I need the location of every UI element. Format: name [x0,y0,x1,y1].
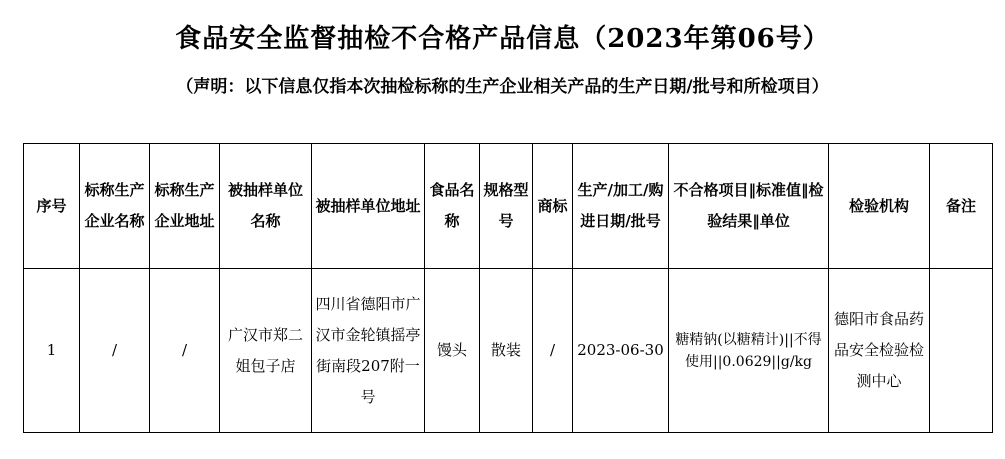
col-header-brand: 商标 [533,144,573,269]
col-header-sampled-unit-address: 被抽样单位地址 [312,144,425,269]
cell-producer-address: / [150,269,220,433]
col-header-remark: 备注 [930,144,993,269]
cell-no: 1 [24,269,80,433]
table-header-row [24,144,993,269]
col-header-failed-items: 不合格项目‖标准值‖检验结果‖单位 [669,144,829,269]
cell-producer-name: / [80,269,150,433]
cell-failed-items: 糖精钠(以糖精计)||不得使用||0.0629||g/kg [669,269,829,433]
disclaimer: （声明：以下信息仅指本次抽检标称的生产企业相关产品的生产日期/批号和所检项目） [176,77,829,97]
col-header-date-batch: 生产/加工/购进日期/批号 [573,144,669,269]
col-header-food-name: 食品名称 [425,144,480,269]
cell-food-name: 馒头 [425,269,480,433]
col-header-no: 序号 [24,144,80,269]
cell-sampled-unit-address: 四川省德阳市广汉市金轮镇摇亭街南段207附一号 [312,269,425,433]
cell-spec: 散装 [480,269,533,433]
cell-sampled-unit-name: 广汉市郑二姐包子店 [220,269,312,433]
cell-lab: 德阳市食品药品安全检验检测中心 [829,269,930,433]
cell-brand: / [533,269,573,433]
col-header-lab: 检验机构 [829,144,930,269]
table-row [24,269,993,433]
col-header-spec: 规格型号 [480,144,533,269]
col-header-producer-address: 标称生产企业地址 [150,144,220,269]
page-title: 食品安全监督抽检不合格产品信息（2023年第06号） [175,24,830,54]
cell-remark [930,269,993,433]
cell-date-batch: 2023-06-30 [573,269,669,433]
results-table [23,143,993,433]
col-header-sampled-unit-name: 被抽样单位名称 [220,144,312,269]
col-header-producer-name: 标称生产企业名称 [80,144,150,269]
